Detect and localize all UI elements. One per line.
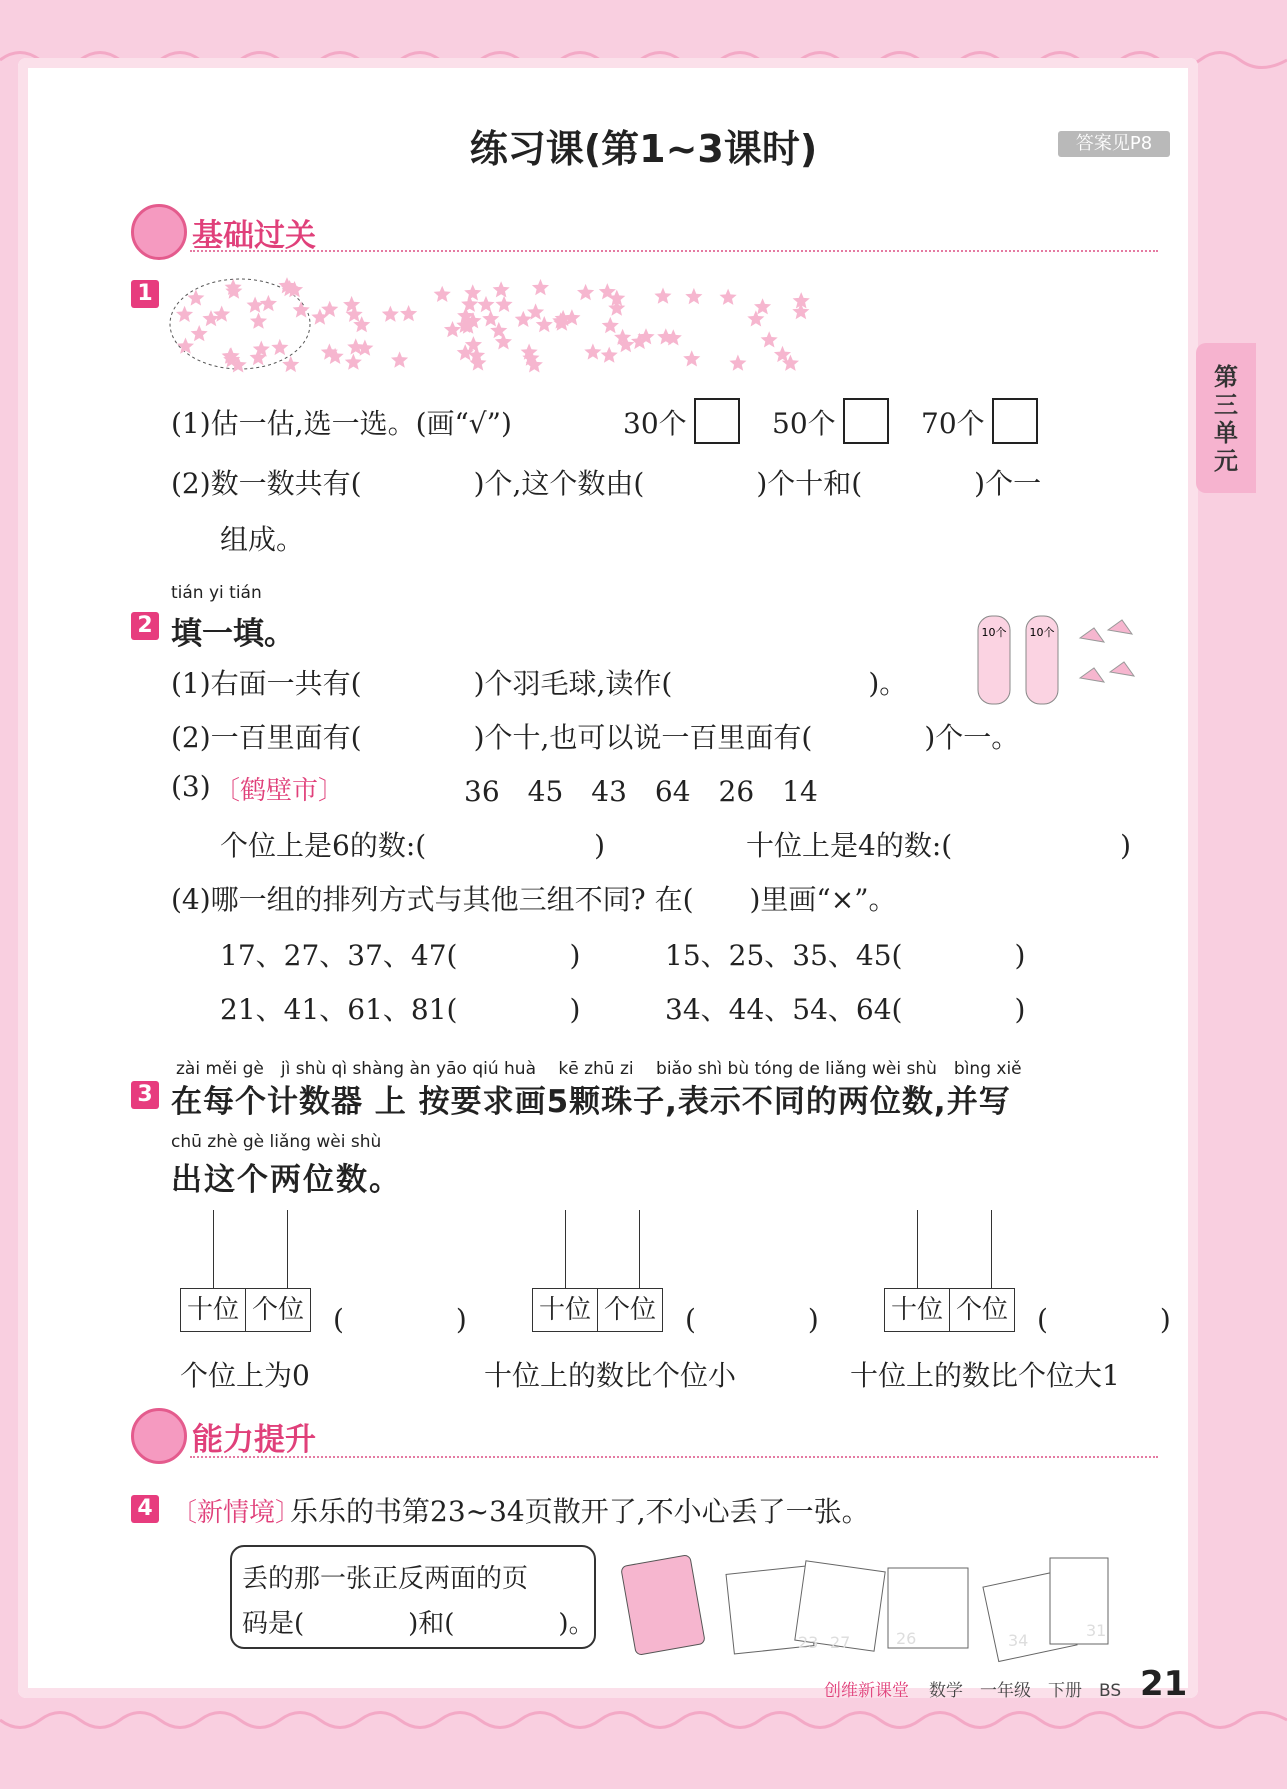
page-label-26: 26 [896, 1629, 917, 1648]
q3-line2: 出这个两位数。 [171, 1162, 402, 1198]
q2-part2: (2)一百里面有( )个十,也可以说一百里面有( )个一。 [171, 721, 1020, 754]
star-icon [477, 296, 494, 312]
star-icon [654, 288, 671, 304]
star-icon [761, 331, 778, 347]
star-icon [792, 303, 809, 319]
question-number: 1 [131, 280, 159, 308]
q1-part2-line2: 组成。 [220, 523, 305, 556]
footer-brand: 创维新课堂 [824, 1681, 909, 1701]
abacus-3-answer: ( ) [1037, 1303, 1171, 1336]
star-icon [176, 306, 193, 322]
q2-part4: (4)哪一组的排列方式与其他三组不同? 在( )里画“×”。 [171, 883, 897, 916]
q4-text: 乐乐的书第23~34页散开了,不小心丢了一张。 [290, 1495, 870, 1528]
section-divider [190, 250, 1158, 252]
mascot-icon [131, 204, 187, 260]
abacus-rod-ones [287, 1210, 288, 1290]
tube-label-1: 10个 [981, 626, 1007, 639]
star-icon [271, 339, 288, 355]
q1-part1-text: (1)估一估,选一选。(画“√”) [171, 407, 512, 440]
star-icon [496, 296, 513, 312]
q1-option-c-checkbox[interactable] [992, 398, 1038, 444]
bubble-line2: 码是( )和( )。 [242, 1609, 595, 1639]
q2-part1: (1)右面一共有( )个羽毛球,读作( )。 [171, 667, 908, 700]
q2-part3-prefix: (3) [171, 770, 211, 803]
q2-part3-tens-four: 十位上是4的数:( ) [746, 829, 1132, 862]
star-icon [515, 311, 532, 327]
star-icon [747, 310, 764, 326]
page-number: 21 [1140, 1664, 1188, 1704]
q3-pinyin-line2: chū zhè gè liǎng wèi shù [171, 1132, 382, 1152]
book-pages-illustration [620, 1548, 1120, 1668]
abacus-1-answer: ( ) [333, 1303, 467, 1336]
star-icon [493, 281, 510, 297]
star-icon [250, 313, 267, 329]
star-icon [434, 286, 451, 302]
abacus-rod-ones [639, 1210, 640, 1290]
q2-part3-numbers: 36 45 43 64 26 14 [464, 775, 818, 808]
abacus-tens-label: 十位 [187, 1295, 240, 1325]
unit-side-tab-label: 第三单元 [1214, 363, 1238, 475]
abacus-rod-tens [917, 1210, 918, 1290]
q1-option-a-label: 30个 [623, 407, 687, 440]
question-number: 4 [131, 1495, 159, 1523]
star-icon [247, 297, 264, 313]
q1-option-b-checkbox[interactable] [843, 398, 889, 444]
star-icon [177, 338, 194, 354]
star-icon [584, 343, 601, 359]
abacus-rod-ones [991, 1210, 992, 1290]
section-divider [190, 1456, 1158, 1458]
page-label-34: 34 [1008, 1631, 1029, 1650]
star-icon [191, 325, 208, 341]
star-field [168, 276, 848, 376]
abacus-ones-label: 个位 [597, 1289, 662, 1331]
star-icon [400, 305, 417, 321]
star-icon [602, 317, 619, 333]
abacus-2-caption: 十位上的数比个位小 [484, 1359, 737, 1392]
q1-option-b-label: 50个 [772, 407, 836, 440]
star-icon [729, 355, 746, 371]
q4-tag: 〔新情境〕 [171, 1498, 302, 1528]
q3-pinyin-line1: zài měi gè jì shù qì shàng àn yāo qiú huà kē zhū zi biǎo shì bù tóng de liǎng wèi shù bìng xiě [176, 1059, 1022, 1079]
abacus-tens-label: 十位 [539, 1295, 592, 1325]
abacus-1[interactable] [180, 1288, 311, 1332]
abacus-rod-tens [213, 1210, 214, 1290]
star-icon [391, 351, 408, 367]
abacus-3[interactable] [884, 1288, 1015, 1332]
q2-pinyin: tián yi tián [171, 583, 262, 603]
abacus-1-caption: 个位上为0 [180, 1359, 310, 1392]
section-basic-heading: 基础过关 [192, 218, 316, 254]
star-icon [345, 354, 362, 370]
star-icon [469, 354, 486, 370]
star-icon [532, 279, 549, 295]
star-icon [536, 316, 553, 332]
q2-part3-ones-six: 个位上是6的数:( ) [220, 829, 606, 862]
abacus-tens-label: 十位 [891, 1295, 944, 1325]
star-icon [343, 296, 360, 312]
q2-group-4: 34、44、54、64( ) [665, 993, 1026, 1026]
wavy-border-bottom [0, 1710, 1287, 1740]
q2-part3-region-tag: 〔鹤壁市〕 [214, 776, 345, 806]
question-number: 3 [131, 1081, 159, 1109]
q2-title: 填一填。 [171, 616, 295, 652]
q1-part2-line1: (2)数一数共有( )个,这个数由( )个十和( )个一 [171, 467, 1042, 500]
tube-label-2: 10个 [1029, 626, 1055, 639]
star-icon [577, 284, 594, 300]
abacus-ones-label: 个位 [949, 1289, 1014, 1331]
star-icon [482, 310, 499, 326]
star-icon [464, 284, 481, 300]
star-icon [608, 300, 625, 316]
footer-subject: 数学 一年级 下册 BS [929, 1681, 1122, 1701]
abacus-2[interactable] [532, 1288, 663, 1332]
question-number: 2 [131, 612, 159, 640]
star-icon [601, 347, 618, 363]
abacus-2-answer: ( ) [685, 1303, 819, 1336]
shuttlecock-illustration [970, 608, 1150, 708]
mascot-icon [131, 1408, 187, 1464]
q2-group-2: 15、25、35、45( ) [665, 939, 1026, 972]
page-label-31: 31 [1086, 1621, 1107, 1640]
q2-group-3: 21、41、61、81( ) [220, 993, 581, 1026]
star-icon [683, 350, 700, 366]
abacus-ones-label: 个位 [245, 1289, 310, 1331]
page-title: 练习课(第1~3课时) [469, 127, 818, 171]
star-icon [187, 289, 204, 305]
q3-line1: 在每个计数器 上 按要求画5颗珠子,表示不同的两位数,并写 [171, 1084, 1011, 1120]
star-icon [720, 289, 737, 305]
star-icon [382, 306, 399, 322]
q1-option-c-label: 70个 [921, 407, 985, 440]
q2-group-1: 17、27、37、47( ) [220, 939, 581, 972]
bubble-line1: 丢的那一张正反两面的页 [242, 1564, 529, 1594]
star-icon [293, 301, 310, 317]
section-advanced-heading: 能力提升 [192, 1422, 316, 1458]
unit-side-tab [1196, 343, 1256, 493]
q1-option-a-checkbox[interactable] [694, 398, 740, 444]
page-label-27: 27 [830, 1633, 851, 1652]
star-icon [253, 341, 270, 357]
star-icon [685, 288, 702, 304]
page-label-23: 23 [798, 1633, 819, 1652]
abacus-3-caption: 十位上的数比个位大1 [850, 1359, 1120, 1392]
abacus-rod-tens [565, 1210, 566, 1290]
star-icon [260, 295, 277, 311]
answer-reference: 答案见P8 [1058, 131, 1170, 157]
